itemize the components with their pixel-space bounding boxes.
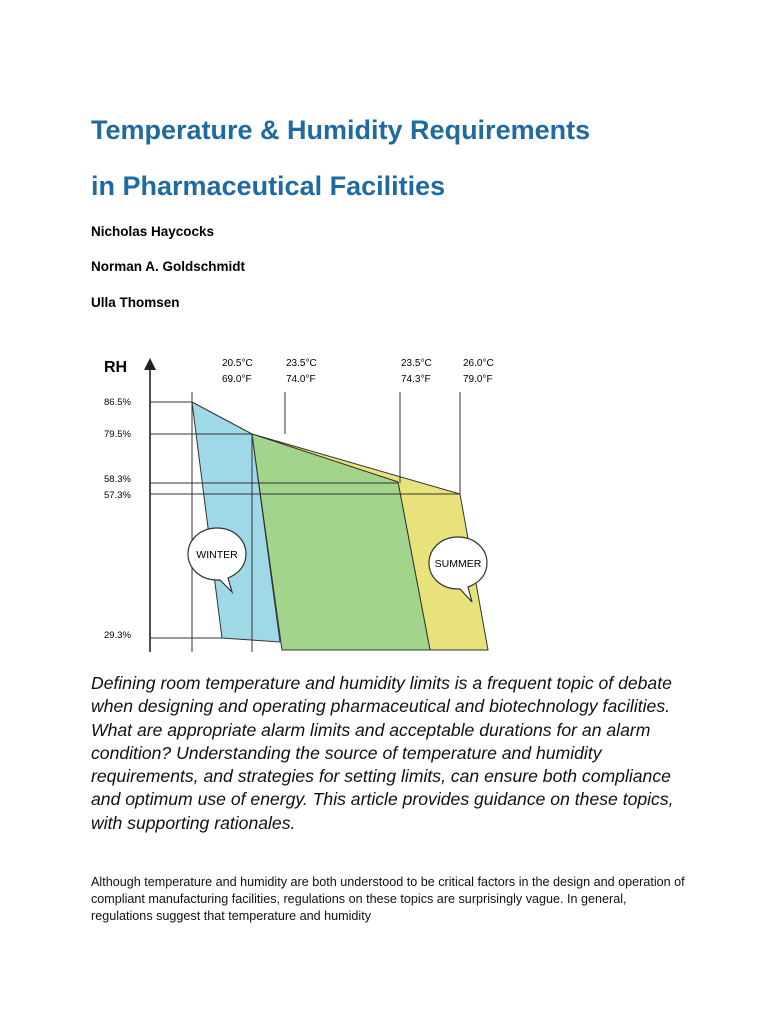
green-region [252,434,430,650]
author-name: Norman A. Goldschmidt [91,259,246,274]
winter-label: WINTER [196,549,238,561]
author-name: Ulla Thomsen [91,295,180,310]
body-paragraph: Although temperature and humidity are both understood to be critical factors in the design and operation of compliant manufacturing facilities, regulations on these topics are surprisingly vague. In general, regulations suggest that temperature and humidity [91,875,685,924]
author-name: Nicholas Haycocks [91,224,215,239]
temperature-label-celsius: 23.5°C [286,358,317,369]
temperature-label-fahrenheit: 74.0°F [286,374,316,385]
article-title-line-2: in Pharmaceutical Facilities [91,171,446,201]
lead-paragraph: Defining room temperature and humidity limits is a frequent topic of debate when designing and operating pharmaceutical and biotechnology facilities. What are appropriate alarm limits and acceptable durations for an alarm condition? Understanding the source of temperature and humidity requirements, and strategies for setting limits, can ensure both compliance and optimum use of energy. This article provides guidance on these topics, with supporting rationales. [91,673,674,833]
y-axis-label: RH [104,359,128,376]
temperature-label-celsius: 20.5°C [222,358,253,369]
temperature-label-fahrenheit: 74.3°F [401,374,431,385]
article-title-line-1: Temperature & Humidity Requirements [91,115,591,145]
temperature-label-celsius: 23.5°C [401,358,432,369]
temperature-label-celsius: 26.0°C [463,358,494,369]
rh-tick-label: 57.3% [104,490,131,501]
rh-tick-label: 86.5% [104,397,131,408]
temperature-humidity-diagram [100,352,520,652]
rh-tick-label: 58.3% [104,474,131,485]
temperature-label-fahrenheit: 79.0°F [463,374,493,385]
temperature-humidity-figure [100,352,520,652]
rh-tick-label: 79.5% [104,429,131,440]
temperature-label-fahrenheit: 69.0°F [222,374,252,385]
summer-label: SUMMER [434,558,482,570]
y-axis-arrow [144,358,156,370]
rh-tick-label: 29.3% [104,630,131,641]
